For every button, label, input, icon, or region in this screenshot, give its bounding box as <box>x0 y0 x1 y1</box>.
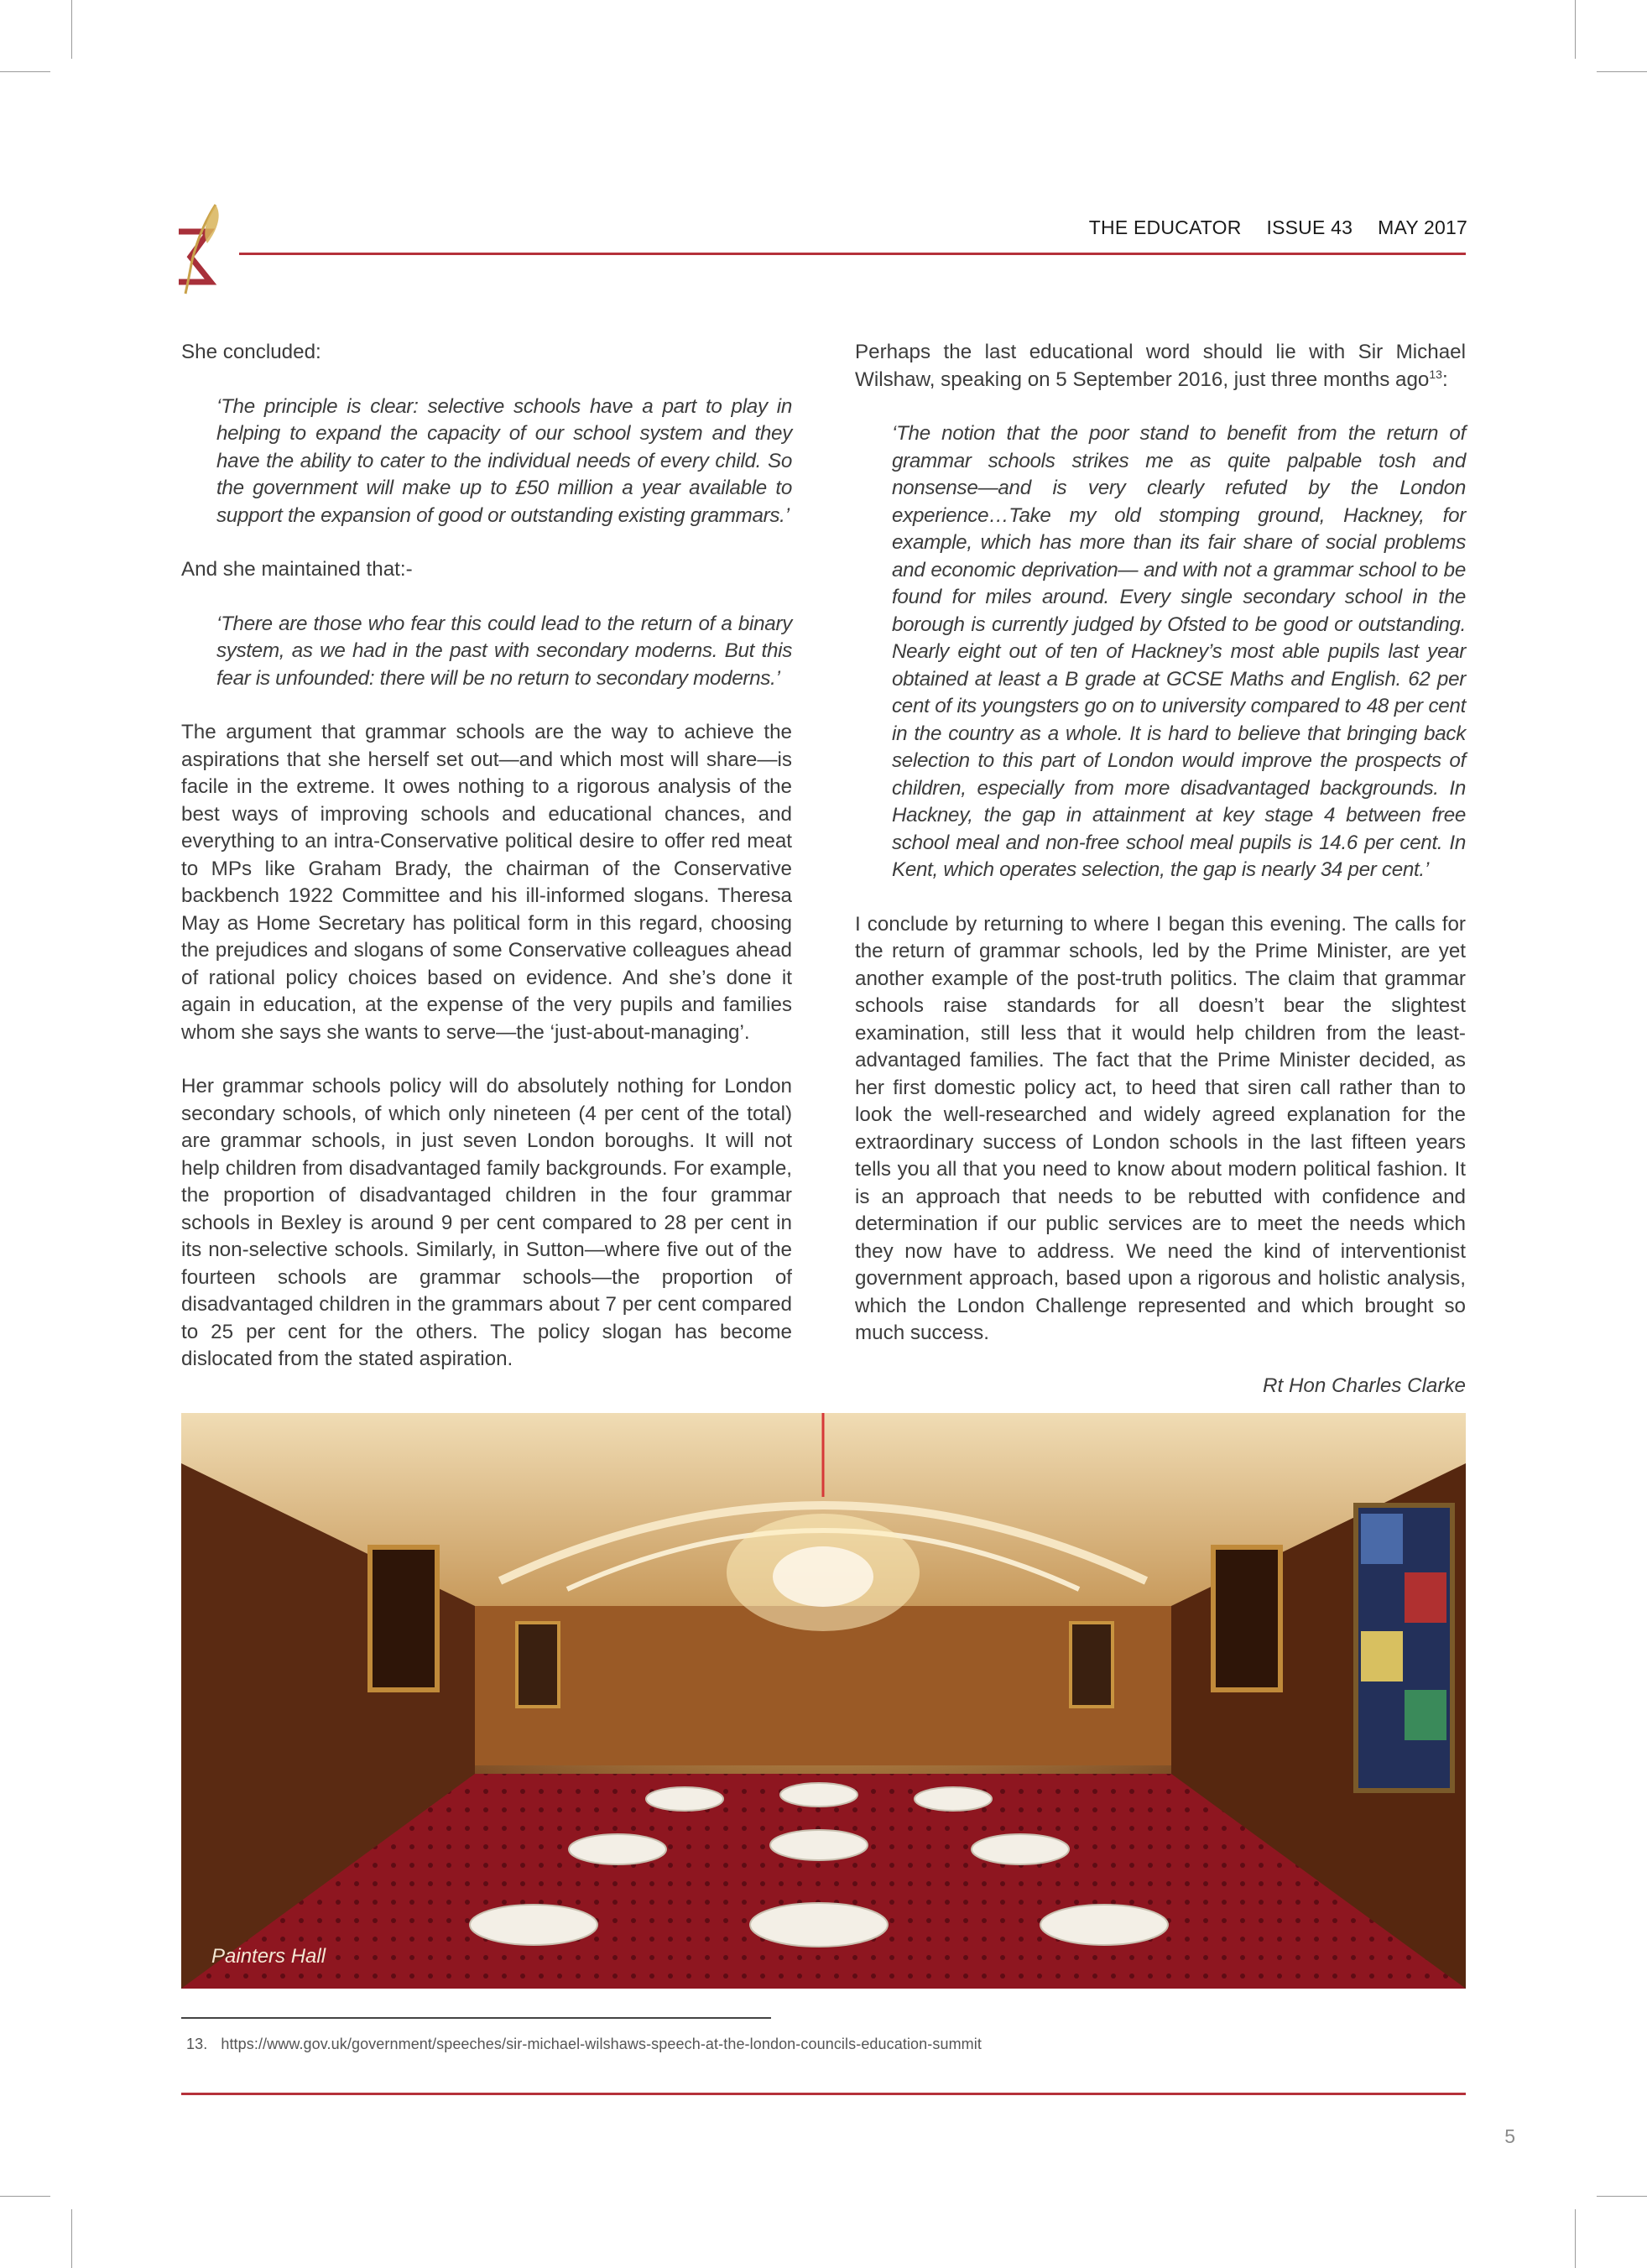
paragraph: I conclude by returning to where I began this evening. The calls for the return of grammar schools, led by the Prime Minister, are yet another example of the post-truth politics. The claim that grammar schools raise standards for all doesn’t bear the slightest examination, still less that it would help children from the least-advantaged families. The fact that the Prime Minister decided, as her first domestic policy act, to heed that siren call rather than to look the well-researched and widely agreed explanation for the extraordinary success of London schools in the last fifteen years tells you all that you need to know about modern political fashion. It is an approach that needs to be rebutted with confidence and determination if our public services are to meet the needs which they now have to address. We need the kind of interventionist government approach, based upon a rigorous and holistic analysis, which the London Challenge represented and which brought so much success. <box>855 912 1466 1344</box>
painters-hall-photo <box>181 1413 1466 1989</box>
header-rule <box>239 253 1466 255</box>
footnote <box>186 2036 982 2053</box>
footnote-link[interactable]: https://www.gov.uk/government/speeches/sir-michael-wilshaws-speech-at-the-london-councils-education-summit <box>221 2036 982 2052</box>
block-quote: ‘There are those who fear this could lead to the return of a binary system, as we had in the past with secondary moderns. But this fear is unfounded: there will be no return to secondary moderns.’ <box>216 612 792 690</box>
crop-mark <box>71 2209 72 2268</box>
issue-number: ISSUE 43 <box>1266 216 1353 238</box>
issue-date: MAY 2017 <box>1378 216 1467 238</box>
running-header <box>1089 216 1467 239</box>
block-quote: ‘The principle is clear: selective schools have a part to play in helping to expand the capacity of our school system and they have the ability to cater to the individual needs of every child. So the government will make up to £50 million a year available to support the expansion of good or outstanding existing grammars.’ <box>216 394 792 527</box>
left-column <box>181 339 792 1400</box>
paragraph: Her grammar schools policy will do absolutely nothing for London secondary schools, of which only nineteen (4 per cent of the total) are grammar schools, in just seven London boroughs. It will not help children from disadvantaged family backgrounds. For example, the proportion of disadvantaged children in the four grammar schools in Bexley is around 9 per cent compared to 28 per cent in its non-selective schools. Similarly, in Sutton—where five out of the fourteen schools are grammar schools—the proportion of disadvantaged children in the grammars about 7 per cent compared to 25 per cent for the others. The policy slogan has become dislocated from the stated aspiration. <box>181 1075 792 1370</box>
page-number: 5 <box>1504 2125 1515 2147</box>
paragraph <box>855 339 1466 394</box>
paragraph: She concluded: <box>181 341 321 363</box>
paragraph-text: Perhaps the last educational word should lie with Sir Michael Wilshaw, speaking on 5 September 2016, just three months ago <box>855 341 1466 391</box>
quill-sigma-icon <box>172 201 231 298</box>
footer-rule <box>181 2093 1466 2095</box>
crop-mark <box>1597 2196 1647 2197</box>
block-quote: ‘The notion that the poor stand to benefit from the return of grammar schools strikes me as quite palpable tosh and nonsense—and is very clearly refuted by the London experience…Take my old stomping ground, Hackney, for example, which has more than its fair share of social problems and economic deprivation— and with not a grammar school to be found for miles around. Every single secondary school in the borough is currently judged by Ofsted to be good or outstanding. Nearly eight out of ten of Hackney’s most able pupils last year obtained at least a B grade at GCSE Maths and English. 62 per cent of its youngsters go on to university compared to 48 per cent in the country as a whole. It is hard to believe that bringing back selection to this part of London would improve the prospects of children, especially from more disadvantaged backgrounds. In Hackney, the gap in attainment at key stage 4 between free school meal and non-free school meal pupils is 14.6 per cent. In Kent, which operates selection, the gap is nearly 34 per cent.’ <box>892 422 1466 881</box>
paragraph-text-end: : <box>1441 368 1448 391</box>
crop-mark <box>1575 2209 1576 2268</box>
footnote-number: 13. <box>186 2036 208 2052</box>
crop-mark <box>71 0 72 59</box>
crop-mark <box>0 2196 50 2197</box>
crop-mark <box>1575 0 1576 59</box>
paragraph: And she maintained that:- <box>181 558 413 581</box>
publication-name: THE EDUCATOR <box>1088 216 1242 238</box>
crop-mark <box>0 71 50 72</box>
paragraph: The argument that grammar schools are the way to achieve the aspirations that she herself set out—and which most will share—is facile in the extreme. It owes nothing to a rigorous analysis of the best ways of improving schools and educational chances, and everything to an intra-Conservative political desire to offer red meat to MPs like Graham Brady, the chairman of the Conservative backbench 1922 Committee and his ill-informed slogans. Theresa May as Home Secretary has political form in this regard, choosing the prejudices and slogans of some Conservative colleagues ahead of rational policy choices based on evidence. And she’s done it again in education, at the expense of the very pupils and families whom she says she wants to serve—the ‘just-about-managing’. <box>181 721 792 1044</box>
footnote-reference[interactable]: 13 <box>1429 367 1442 381</box>
crop-mark <box>1597 71 1647 72</box>
photo-caption: Painters Hall <box>211 1945 326 1968</box>
author-signature: Rt Hon Charles Clarke <box>1263 1374 1466 1397</box>
right-column <box>855 339 1466 1400</box>
footnote-rule <box>181 2017 771 2019</box>
